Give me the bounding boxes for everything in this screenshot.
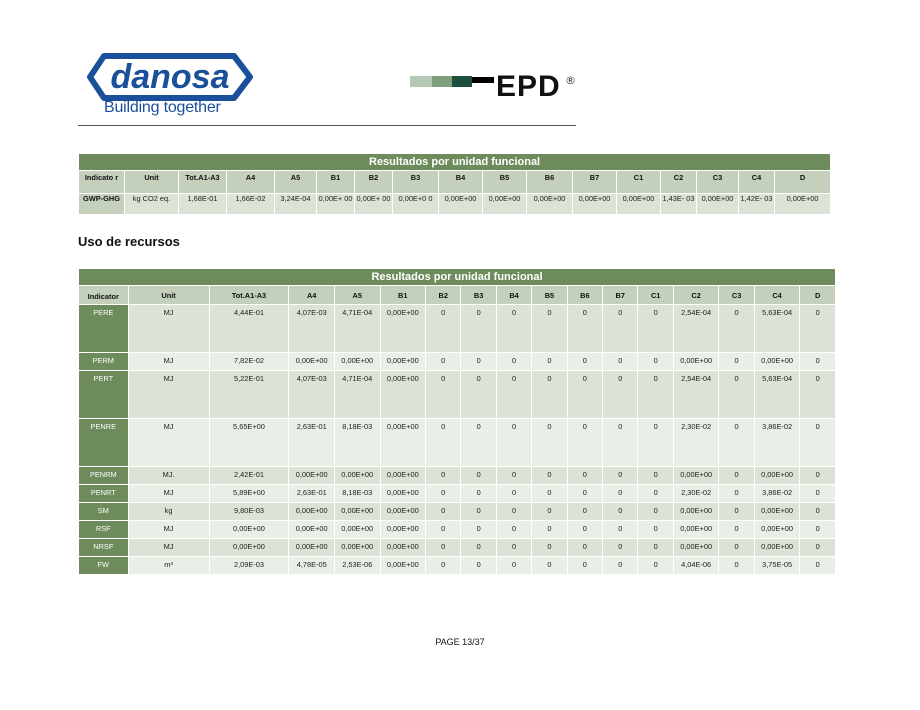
value-cell: 0 bbox=[800, 539, 836, 557]
value-cell: 2,30E-02 bbox=[673, 419, 719, 467]
value-cell: 0 bbox=[461, 503, 496, 521]
value-cell: 0 bbox=[567, 419, 602, 467]
value-cell: 0 bbox=[638, 503, 673, 521]
value-cell: 0 bbox=[461, 557, 496, 575]
column-header: B6 bbox=[527, 171, 573, 194]
value-cell: 0 bbox=[603, 503, 638, 521]
value-cell: 1,66E-02 bbox=[227, 194, 275, 215]
value-cell: 0,00E+00 bbox=[334, 467, 380, 485]
column-header: Tot.A1-A3 bbox=[209, 286, 289, 305]
page-number: PAGE 13/37 bbox=[435, 637, 485, 647]
value-cell: 0 bbox=[426, 353, 461, 371]
column-header: B2 bbox=[426, 286, 461, 305]
column-header: Unit bbox=[128, 286, 209, 305]
value-cell: 0 bbox=[800, 557, 836, 575]
table-row bbox=[79, 503, 836, 521]
column-header: B1 bbox=[380, 286, 426, 305]
indicator-cell: PERE bbox=[79, 305, 129, 353]
value-cell: 0,00E+00 bbox=[754, 353, 800, 371]
value-cell: 4,71E-04 bbox=[334, 305, 380, 353]
table-row bbox=[79, 557, 836, 575]
value-cell: 0 bbox=[800, 503, 836, 521]
value-cell: 0 bbox=[567, 557, 602, 575]
value-cell: 0,00E+00 bbox=[673, 353, 719, 371]
value-cell: 0,00E+00 bbox=[754, 521, 800, 539]
table-row bbox=[79, 521, 836, 539]
value-cell: 0 bbox=[719, 539, 754, 557]
value-cell: 0 bbox=[719, 557, 754, 575]
value-cell: 0 bbox=[567, 485, 602, 503]
table-row bbox=[79, 371, 836, 419]
value-cell: 0 bbox=[496, 485, 531, 503]
column-header: Tot.A1-A3 bbox=[179, 171, 227, 194]
value-cell: 0 bbox=[496, 503, 531, 521]
table-row bbox=[79, 305, 836, 353]
value-cell: 0,00E+00 bbox=[754, 503, 800, 521]
value-cell: 0,00E+00 bbox=[380, 305, 426, 353]
value-cell: 4,07E-03 bbox=[289, 305, 335, 353]
value-cell: 0 bbox=[603, 521, 638, 539]
value-cell: 0 bbox=[461, 305, 496, 353]
value-cell: 0 bbox=[719, 305, 754, 353]
value-cell: 4,78E-05 bbox=[289, 557, 335, 575]
table-title: Resultados por unidad funcional bbox=[79, 154, 831, 171]
value-cell: 0,00E+00 bbox=[289, 467, 335, 485]
value-cell: 0,00E+00 bbox=[754, 467, 800, 485]
value-cell: 0 bbox=[426, 371, 461, 419]
column-header: Indicato r bbox=[79, 171, 125, 194]
value-cell: 0 bbox=[567, 305, 602, 353]
value-cell: kg bbox=[128, 503, 209, 521]
table-row bbox=[79, 194, 831, 215]
value-cell: 0,00E+00 bbox=[334, 353, 380, 371]
column-header: D bbox=[775, 171, 831, 194]
value-cell: MJ bbox=[128, 485, 209, 503]
value-cell: 0 bbox=[800, 485, 836, 503]
column-header: C1 bbox=[638, 286, 673, 305]
value-cell: 0,00E+00 bbox=[573, 194, 617, 215]
column-header: C1 bbox=[617, 171, 661, 194]
indicator-cell: FW bbox=[79, 557, 129, 575]
value-cell: 0 bbox=[567, 521, 602, 539]
value-cell: 0 bbox=[638, 521, 673, 539]
column-header: C2 bbox=[673, 286, 719, 305]
value-cell: 0 bbox=[567, 503, 602, 521]
value-cell: 0 bbox=[461, 539, 496, 557]
value-cell: 2,09E-03 bbox=[209, 557, 289, 575]
value-cell: 4,44E-01 bbox=[209, 305, 289, 353]
table-header-row bbox=[79, 171, 831, 194]
value-cell: 0 bbox=[567, 467, 602, 485]
value-cell: 0 bbox=[461, 371, 496, 419]
value-cell: 0 bbox=[638, 353, 673, 371]
value-cell: MJ bbox=[128, 353, 209, 371]
table-row bbox=[79, 467, 836, 485]
indicator-cell: NRSF bbox=[79, 539, 129, 557]
value-cell: 0 bbox=[719, 353, 754, 371]
value-cell: 2,42E-01 bbox=[209, 467, 289, 485]
value-cell: 0 bbox=[567, 371, 602, 419]
column-header: D bbox=[800, 286, 836, 305]
column-header: B7 bbox=[603, 286, 638, 305]
value-cell: MJ. bbox=[128, 467, 209, 485]
value-cell: 0 bbox=[532, 521, 567, 539]
value-cell: 0,00E+00 bbox=[289, 353, 335, 371]
value-cell: 0,00E+00 bbox=[209, 539, 289, 557]
value-cell: 0,00E+00 bbox=[673, 467, 719, 485]
value-cell: 0 bbox=[800, 467, 836, 485]
value-cell: 0 bbox=[532, 503, 567, 521]
value-cell: 0 bbox=[426, 467, 461, 485]
value-cell: 0,00E+ 00 bbox=[317, 194, 355, 215]
value-cell: 0 bbox=[638, 557, 673, 575]
value-cell: 0 bbox=[532, 485, 567, 503]
value-cell: MJ bbox=[128, 305, 209, 353]
value-cell: 0,00E+00 bbox=[673, 539, 719, 557]
value-cell: 0 bbox=[603, 467, 638, 485]
value-cell: 0,00E+00 bbox=[334, 539, 380, 557]
value-cell: 0,00E+00 bbox=[380, 539, 426, 557]
registered-mark: ® bbox=[565, 74, 576, 87]
column-header: C2 bbox=[661, 171, 697, 194]
value-cell: 0 bbox=[532, 467, 567, 485]
value-cell: 2,54E-04 bbox=[673, 371, 719, 419]
value-cell: 0 bbox=[496, 467, 531, 485]
value-cell: 0,00E+00 bbox=[334, 521, 380, 539]
column-header: B2 bbox=[355, 171, 393, 194]
value-cell: 5,22E-01 bbox=[209, 371, 289, 419]
column-header: B6 bbox=[567, 286, 602, 305]
value-cell: 0 bbox=[426, 521, 461, 539]
value-cell: 0 bbox=[638, 419, 673, 467]
column-header: B5 bbox=[532, 286, 567, 305]
indicator-cell: RSF bbox=[79, 521, 129, 539]
value-cell: 8,18E-03 bbox=[334, 419, 380, 467]
column-header: Indicator bbox=[79, 286, 129, 305]
value-cell: 0 bbox=[496, 557, 531, 575]
value-cell: 0 bbox=[800, 521, 836, 539]
value-cell: 5,63E-04 bbox=[754, 305, 800, 353]
column-header: B3 bbox=[461, 286, 496, 305]
epd-bar-segment bbox=[472, 77, 494, 83]
value-cell: 0 bbox=[426, 539, 461, 557]
value-cell: 0,00E+00 bbox=[209, 521, 289, 539]
epd-bar-segment bbox=[452, 76, 472, 87]
value-cell: 2,53E-06 bbox=[334, 557, 380, 575]
value-cell: 0,00E+00 bbox=[289, 521, 335, 539]
logo-wordmark: danosa bbox=[110, 58, 230, 96]
value-cell: kg CO2 eq. bbox=[125, 194, 179, 215]
value-cell: 0 bbox=[461, 485, 496, 503]
column-header: Unit bbox=[125, 171, 179, 194]
value-cell: 0 bbox=[638, 371, 673, 419]
value-cell: 1,68E-01 bbox=[179, 194, 227, 215]
value-cell: 0 bbox=[638, 305, 673, 353]
column-header: A4 bbox=[289, 286, 335, 305]
value-cell: 0 bbox=[461, 353, 496, 371]
value-cell: 0,00E+ 00 bbox=[355, 194, 393, 215]
value-cell: 4,07E-03 bbox=[289, 371, 335, 419]
value-cell: 0 bbox=[800, 371, 836, 419]
value-cell: 3,24E-04 bbox=[275, 194, 317, 215]
value-cell: 0,00E+00 bbox=[775, 194, 831, 215]
value-cell: 0,00E+00 bbox=[289, 539, 335, 557]
value-cell: 2,54E-04 bbox=[673, 305, 719, 353]
value-cell: 0 bbox=[603, 353, 638, 371]
value-cell: 0,00E+00 bbox=[289, 503, 335, 521]
value-cell: 0,00E+00 bbox=[380, 485, 426, 503]
value-cell: 0,00E+00 bbox=[439, 194, 483, 215]
value-cell: 3,86E-02 bbox=[754, 419, 800, 467]
value-cell: 0 bbox=[496, 521, 531, 539]
value-cell: 8,18E-03 bbox=[334, 485, 380, 503]
value-cell: 0,00E+00 bbox=[617, 194, 661, 215]
value-cell: 0 bbox=[426, 485, 461, 503]
value-cell: 0,00E+00 bbox=[673, 521, 719, 539]
value-cell: 0 bbox=[719, 503, 754, 521]
value-cell: 0 bbox=[800, 305, 836, 353]
column-header: C3 bbox=[697, 171, 739, 194]
table-row bbox=[79, 353, 836, 371]
value-cell: 0 bbox=[496, 353, 531, 371]
value-cell: 0 bbox=[461, 419, 496, 467]
value-cell: 5,63E-04 bbox=[754, 371, 800, 419]
value-cell: 0 bbox=[426, 503, 461, 521]
value-cell: 0,00E+0 0 bbox=[393, 194, 439, 215]
value-cell: 0 bbox=[426, 419, 461, 467]
value-cell: 0 bbox=[719, 485, 754, 503]
value-cell: 0 bbox=[719, 371, 754, 419]
value-cell: 0 bbox=[532, 353, 567, 371]
epd-bar-segment bbox=[410, 76, 432, 87]
column-header: B7 bbox=[573, 171, 617, 194]
value-cell: 0,00E+00 bbox=[380, 521, 426, 539]
value-cell: 0,00E+00 bbox=[380, 467, 426, 485]
value-cell: 0 bbox=[532, 539, 567, 557]
indicator-cell: PENRT bbox=[79, 485, 129, 503]
table-row bbox=[79, 419, 836, 467]
value-cell: 0 bbox=[532, 371, 567, 419]
value-cell: 3,75E-05 bbox=[754, 557, 800, 575]
epd-label: EPD bbox=[496, 70, 561, 103]
value-cell: 0 bbox=[719, 521, 754, 539]
indicator-cell: SM bbox=[79, 503, 129, 521]
value-cell: MJ bbox=[128, 371, 209, 419]
indicator-cell: PENRM bbox=[79, 467, 129, 485]
value-cell: 2,63E-01 bbox=[289, 419, 335, 467]
value-cell: 0,00E+00 bbox=[697, 194, 739, 215]
value-cell: 3,86E-02 bbox=[754, 485, 800, 503]
value-cell: MJ bbox=[128, 521, 209, 539]
section-title: Uso de recursos bbox=[78, 234, 180, 249]
header-divider bbox=[78, 125, 576, 126]
indicator-cell: PERM bbox=[79, 353, 129, 371]
value-cell: 0,00E+00 bbox=[673, 503, 719, 521]
value-cell: m³ bbox=[128, 557, 209, 575]
value-cell: 0 bbox=[603, 305, 638, 353]
value-cell: 9,80E-03 bbox=[209, 503, 289, 521]
value-cell: 0,00E+00 bbox=[380, 419, 426, 467]
value-cell: 0,00E+00 bbox=[380, 557, 426, 575]
value-cell: MJ bbox=[128, 539, 209, 557]
value-cell: 0 bbox=[567, 539, 602, 557]
value-cell: 0,00E+00 bbox=[527, 194, 573, 215]
indicator-cell: GWP-GHG bbox=[79, 194, 125, 215]
table-row bbox=[79, 485, 836, 503]
value-cell: 0,00E+00 bbox=[380, 371, 426, 419]
value-cell: 0 bbox=[603, 557, 638, 575]
value-cell: 0 bbox=[496, 539, 531, 557]
value-cell: MJ bbox=[128, 419, 209, 467]
value-cell: 0 bbox=[800, 419, 836, 467]
value-cell: 0 bbox=[638, 467, 673, 485]
column-header: C4 bbox=[754, 286, 800, 305]
value-cell: 0 bbox=[638, 485, 673, 503]
value-cell: 4,71E-04 bbox=[334, 371, 380, 419]
results-table-gwp bbox=[78, 153, 831, 215]
value-cell: 0 bbox=[603, 485, 638, 503]
table-header-row bbox=[79, 286, 836, 305]
value-cell: 0 bbox=[603, 539, 638, 557]
value-cell: 0 bbox=[603, 371, 638, 419]
value-cell: 1,43E- 03 bbox=[661, 194, 697, 215]
column-header: C3 bbox=[719, 286, 754, 305]
column-header: B1 bbox=[317, 171, 355, 194]
value-cell: 0 bbox=[461, 467, 496, 485]
value-cell: 0 bbox=[532, 557, 567, 575]
value-cell: 1,42E- 03 bbox=[739, 194, 775, 215]
value-cell: 4,04E-06 bbox=[673, 557, 719, 575]
value-cell: 0 bbox=[532, 305, 567, 353]
indicator-cell: PERT bbox=[79, 371, 129, 419]
value-cell: 0 bbox=[638, 539, 673, 557]
column-header: B4 bbox=[439, 171, 483, 194]
value-cell: 2,30E-02 bbox=[673, 485, 719, 503]
value-cell: 0 bbox=[719, 419, 754, 467]
value-cell: 0 bbox=[719, 467, 754, 485]
results-table-resources bbox=[78, 268, 836, 575]
value-cell: 0,00E+00 bbox=[334, 503, 380, 521]
value-cell: 0,00E+00 bbox=[483, 194, 527, 215]
logo-tagline: Building together bbox=[104, 99, 221, 116]
column-header: B5 bbox=[483, 171, 527, 194]
value-cell: 7,82E-02 bbox=[209, 353, 289, 371]
value-cell: 0 bbox=[426, 557, 461, 575]
value-cell: 0 bbox=[426, 305, 461, 353]
value-cell: 0 bbox=[603, 419, 638, 467]
value-cell: 2,63E-01 bbox=[289, 485, 335, 503]
table-row bbox=[79, 539, 836, 557]
column-header: C4 bbox=[739, 171, 775, 194]
table-title: Resultados por unidad funcional bbox=[79, 269, 836, 286]
epd-bar-segment bbox=[432, 76, 452, 87]
column-header: B3 bbox=[393, 171, 439, 194]
value-cell: 0,00E+00 bbox=[754, 539, 800, 557]
value-cell: 0,00E+00 bbox=[380, 353, 426, 371]
value-cell: 0 bbox=[496, 419, 531, 467]
column-header: A5 bbox=[275, 171, 317, 194]
column-header: B4 bbox=[496, 286, 531, 305]
value-cell: 5,65E+00 bbox=[209, 419, 289, 467]
value-cell: 5,89E+00 bbox=[209, 485, 289, 503]
value-cell: 0,00E+00 bbox=[380, 503, 426, 521]
column-header: A5 bbox=[334, 286, 380, 305]
value-cell: 0 bbox=[496, 305, 531, 353]
indicator-cell: PENRE bbox=[79, 419, 129, 467]
value-cell: 0 bbox=[567, 353, 602, 371]
value-cell: 0 bbox=[496, 371, 531, 419]
value-cell: 0 bbox=[532, 419, 567, 467]
column-header: A4 bbox=[227, 171, 275, 194]
value-cell: 0 bbox=[461, 521, 496, 539]
value-cell: 0 bbox=[800, 353, 836, 371]
